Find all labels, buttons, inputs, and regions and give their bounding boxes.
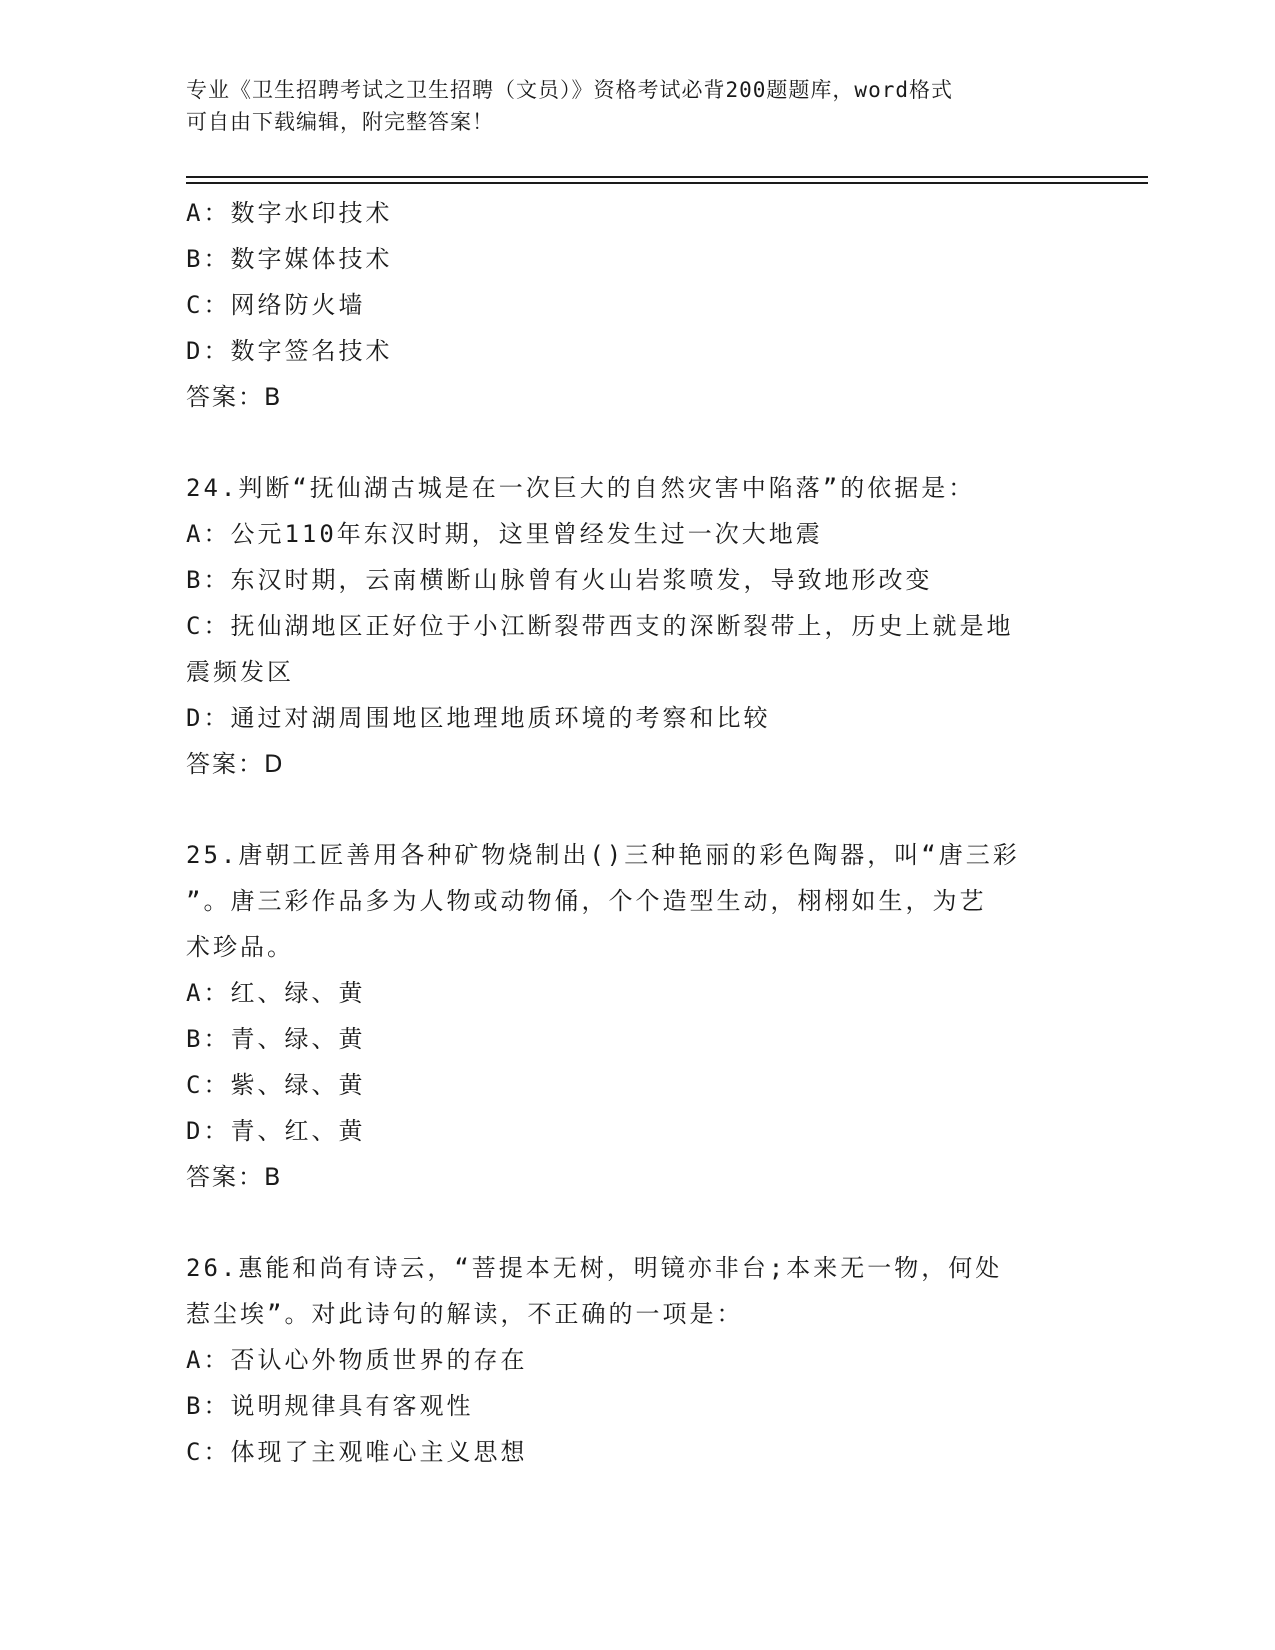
spacer bbox=[186, 420, 1086, 465]
spacer bbox=[186, 1200, 1086, 1245]
spacer bbox=[186, 787, 1086, 832]
option-a: A：否认心外物质世界的存在 bbox=[186, 1346, 528, 1374]
question-text-continued: 术珍品。 bbox=[186, 933, 294, 961]
question-text: 26.惠能和尚有诗云，“菩提本无树，明镜亦非台;本来无一物，何处 bbox=[186, 1254, 1003, 1282]
option-b: B：东汉时期，云南横断山脉曾有火山岩浆喷发，导致地形改变 bbox=[186, 566, 933, 594]
document-header bbox=[186, 74, 1086, 138]
option-c: C：抚仙湖地区正好位于小江断裂带西支的深断裂带上，历史上就是地 bbox=[186, 612, 1014, 640]
question-text-continued: ”。唐三彩作品多为人物或动物俑，个个造型生动，栩栩如生，为艺 bbox=[186, 887, 987, 915]
header-line-2: 可自由下载编辑，附完整答案！ bbox=[186, 110, 494, 134]
question-23 bbox=[186, 190, 1086, 420]
header-line-1: 专业《卫生招聘考试之卫生招聘（文员）》资格考试必背200题题库，word格式 bbox=[186, 78, 953, 102]
question-25 bbox=[186, 832, 1086, 1200]
option-b: B：青、绿、黄 bbox=[186, 1025, 366, 1053]
option-a: A：数字水印技术 bbox=[186, 199, 393, 227]
option-d: D：青、红、黄 bbox=[186, 1117, 366, 1145]
option-b: B：说明规律具有客观性 bbox=[186, 1392, 474, 1420]
option-d: D：数字签名技术 bbox=[186, 337, 393, 365]
answer: 答案：B bbox=[186, 1163, 283, 1191]
option-a: A：公元110年东汉时期，这里曾经发生过一次大地震 bbox=[186, 520, 823, 548]
option-c: C：体现了主观唯心主义思想 bbox=[186, 1438, 528, 1466]
option-b: B：数字媒体技术 bbox=[186, 245, 393, 273]
header-rule-top bbox=[186, 176, 1148, 178]
question-24 bbox=[186, 465, 1086, 787]
option-a: A：红、绿、黄 bbox=[186, 979, 366, 1007]
document-body bbox=[186, 190, 1086, 1475]
header-rule-bottom bbox=[186, 182, 1148, 184]
option-c: C：紫、绿、黄 bbox=[186, 1071, 366, 1099]
question-text: 24.判断“抚仙湖古城是在一次巨大的自然灾害中陷落”的依据是： bbox=[186, 474, 976, 502]
option-d: D：通过对湖周围地区地理地质环境的考察和比较 bbox=[186, 704, 771, 732]
answer: 答案：B bbox=[186, 383, 283, 411]
option-c: C：网络防火墙 bbox=[186, 291, 366, 319]
question-26 bbox=[186, 1245, 1086, 1475]
question-text-continued: 惹尘埃”。对此诗句的解读，不正确的一项是： bbox=[186, 1300, 744, 1328]
question-text: 25.唐朝工匠善用各种矿物烧制出()三种艳丽的彩色陶器，叫“唐三彩 bbox=[186, 841, 1020, 869]
option-c-continued: 震频发区 bbox=[186, 658, 294, 686]
answer: 答案：D bbox=[186, 750, 285, 778]
